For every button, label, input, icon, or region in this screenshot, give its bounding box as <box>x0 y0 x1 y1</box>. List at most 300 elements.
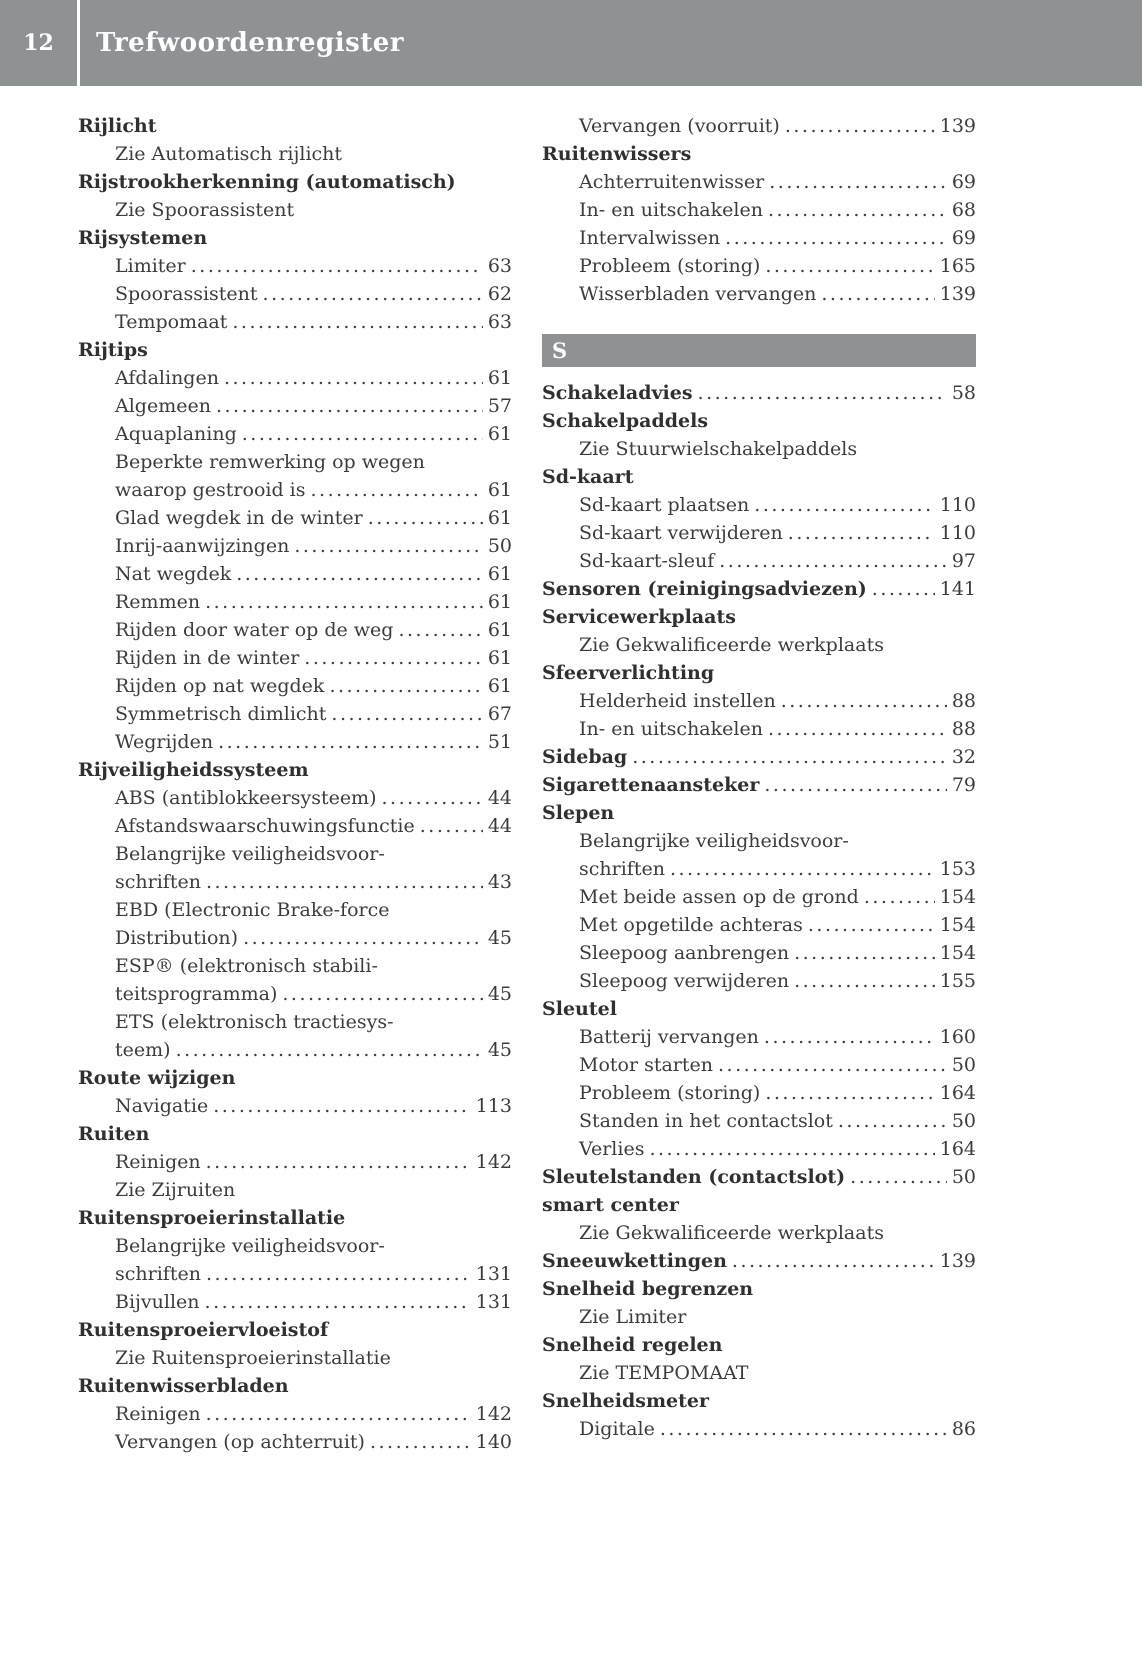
index-entry <box>78 644 512 672</box>
index-entry <box>78 1260 512 1288</box>
dot-leader <box>864 883 935 911</box>
entry-label: Glad wegdek in de winter <box>115 507 363 529</box>
index-entry <box>542 687 976 715</box>
entry-page-number: 139 <box>939 283 976 305</box>
entry-page-number: 67 <box>487 703 512 725</box>
index-heading <box>542 1163 976 1191</box>
dot-leader <box>206 868 483 896</box>
dot-leader <box>765 1079 934 1107</box>
index-entry <box>78 952 512 980</box>
entry-label: Ruitensproeiervloeistof <box>78 1319 329 1341</box>
entry-label: Bijvullen <box>115 1291 200 1313</box>
index-entry <box>78 420 512 448</box>
entry-label: teitsprogramma) <box>115 983 278 1005</box>
entry-page-number: 88 <box>951 718 976 740</box>
dot-leader <box>243 924 483 952</box>
entry-label: Snelheidsmeter <box>542 1390 710 1412</box>
entry-label: In- en uitschakelen <box>579 718 763 740</box>
index-heading <box>542 1247 976 1275</box>
dot-leader <box>205 588 483 616</box>
entry-label: Reinigen <box>115 1151 201 1173</box>
dot-leader <box>224 364 483 392</box>
entry-label: Zie Zijruiten <box>115 1179 236 1201</box>
index-entry <box>542 196 976 224</box>
entry-label: schriften <box>115 871 201 893</box>
index-entry <box>542 168 976 196</box>
index-entry <box>78 588 512 616</box>
entry-page-number: 44 <box>487 815 512 837</box>
index-heading <box>78 224 512 252</box>
entry-label: Wisserbladen vervangen <box>579 283 817 305</box>
entry-page-number: 69 <box>951 227 976 249</box>
dot-leader <box>768 196 947 224</box>
entry-label: Distribution) <box>115 927 239 949</box>
entry-label: Met opgetilde achteras <box>579 914 803 936</box>
dot-leader <box>788 519 935 547</box>
dot-leader <box>821 280 934 308</box>
index-heading <box>542 463 976 491</box>
dot-leader <box>781 687 947 715</box>
entry-label: Sleepoog aanbrengen <box>579 942 790 964</box>
entry-label: Sleutelstanden (contactslot) <box>542 1166 846 1188</box>
entry-page-number: 160 <box>939 1026 976 1048</box>
index-column-left <box>78 112 512 1456</box>
index-entry <box>542 1079 976 1107</box>
entry-page-number: 32 <box>951 746 976 768</box>
dot-leader <box>794 967 935 995</box>
entry-label: Rijveiligheidssysteem <box>78 759 309 781</box>
index-entry <box>78 924 512 952</box>
index-entry <box>78 308 512 336</box>
index-column-right <box>542 112 976 1456</box>
entry-label: Ruiten <box>78 1123 150 1145</box>
index-entry <box>78 1176 512 1204</box>
entry-label: Sleepoog verwijderen <box>579 970 790 992</box>
index-heading <box>542 1275 976 1303</box>
dot-leader <box>718 1051 947 1079</box>
dot-leader <box>764 771 946 799</box>
index-heading <box>542 603 976 631</box>
entry-label: Met beide assen op de grond <box>579 886 859 908</box>
index-entry <box>542 715 976 743</box>
entry-page-number: 154 <box>939 886 976 908</box>
entry-label: Ruitensproeierinstallatie <box>78 1207 346 1229</box>
entry-label: teem) <box>115 1039 171 1061</box>
entry-label: EBD (Electronic Brake-force <box>115 899 390 921</box>
index-heading <box>542 1387 976 1415</box>
index-entry <box>78 476 512 504</box>
entry-label: Verlies <box>579 1138 645 1160</box>
entry-label: smart center <box>542 1194 679 1216</box>
dot-leader <box>698 379 947 407</box>
entry-label: Probleem (storing) <box>579 255 761 277</box>
index-heading <box>78 168 512 196</box>
section-letter: S <box>552 338 568 363</box>
entry-label: Afstandswaarschuwingsfunctie <box>115 815 415 837</box>
index-entry <box>78 504 512 532</box>
dot-leader <box>205 1288 471 1316</box>
index-entry <box>78 980 512 1008</box>
entry-label: Sensoren (reinigingsadviezen) <box>542 578 867 600</box>
entry-label: Sd-kaart verwijderen <box>579 522 783 544</box>
dot-leader <box>398 616 482 644</box>
entry-page-number: 61 <box>487 647 512 669</box>
dot-leader <box>218 728 483 756</box>
index-entry <box>542 631 976 659</box>
dot-leader <box>206 1400 471 1428</box>
entry-label: Ruitenwisserbladen <box>78 1375 289 1397</box>
index-heading <box>78 1120 512 1148</box>
entry-page-number: 141 <box>939 578 976 600</box>
index-heading <box>542 1331 976 1359</box>
index-entry <box>78 1232 512 1260</box>
index-heading <box>542 1191 976 1219</box>
entry-page-number: 61 <box>487 675 512 697</box>
index-heading <box>542 771 976 799</box>
entry-label: Zie TEMPOMAAT <box>579 1362 749 1384</box>
dot-leader <box>331 700 482 728</box>
dot-leader <box>632 743 947 771</box>
header-divider <box>77 0 80 86</box>
dot-leader <box>191 252 483 280</box>
dot-leader <box>764 1023 935 1051</box>
dot-leader <box>304 644 483 672</box>
dot-leader <box>769 168 947 196</box>
entry-page-number: 97 <box>951 550 976 572</box>
entry-label: Sneeuwkettingen <box>542 1250 727 1272</box>
entry-page-number: 51 <box>487 731 512 753</box>
index-entry <box>542 1415 976 1443</box>
index-heading <box>78 336 512 364</box>
page-header <box>0 0 1142 86</box>
index-entry <box>542 491 976 519</box>
index-entry <box>542 112 976 140</box>
dot-leader <box>176 1036 483 1064</box>
index-entry <box>542 827 976 855</box>
dot-leader <box>236 560 483 588</box>
entry-label: Ruitenwissers <box>542 143 692 165</box>
entry-page-number: 61 <box>487 367 512 389</box>
entry-label: Probleem (storing) <box>579 1082 761 1104</box>
entry-label: Rijsystemen <box>78 227 208 249</box>
dot-leader <box>872 575 935 603</box>
entry-label: Nat wegdek <box>115 563 232 585</box>
entry-page-number: 45 <box>487 1039 512 1061</box>
index-heading <box>78 1316 512 1344</box>
entry-label: Spoorassistent <box>115 283 258 305</box>
index-entry <box>78 532 512 560</box>
entry-label: waarop gestrooid is <box>115 479 306 501</box>
entry-label: Zie Gekwalificeerde werkplaats <box>579 1222 884 1244</box>
entry-label: Route wijzigen <box>78 1067 236 1089</box>
index-heading <box>542 659 976 687</box>
entry-label: Rijden in de winter <box>115 647 300 669</box>
entry-page-number: 86 <box>951 1418 976 1440</box>
dot-leader <box>719 547 947 575</box>
index-entry <box>78 392 512 420</box>
entry-label: Zie Spoorassistent <box>115 199 295 221</box>
index-entry <box>78 896 512 924</box>
entry-label: Servicewerkplaats <box>542 606 736 628</box>
entry-label: Sd-kaart-sleuf <box>579 550 715 572</box>
dot-leader <box>420 812 483 840</box>
entry-label: Zie Limiter <box>579 1306 687 1328</box>
entry-label: Schakelpaddels <box>542 410 709 432</box>
entry-page-number: 45 <box>487 927 512 949</box>
index-entry <box>78 840 512 868</box>
entry-label: Sd-kaart plaatsen <box>579 494 750 516</box>
entry-page-number: 131 <box>475 1263 512 1285</box>
entry-label: Vervangen (voorruit) <box>579 115 780 137</box>
index-entry <box>542 252 976 280</box>
entry-page-number: 165 <box>939 255 976 277</box>
index-entry <box>542 1359 976 1387</box>
entry-label: Zie Ruitensproeierinstallatie <box>115 1347 391 1369</box>
entry-page-number: 139 <box>939 1250 976 1272</box>
dot-leader <box>660 1415 947 1443</box>
entry-label: Achterruitenwisser <box>579 171 765 193</box>
entry-label: Tempomaat <box>115 311 228 333</box>
entry-page-number: 50 <box>951 1110 976 1132</box>
page-number: 12 <box>23 30 54 56</box>
index-heading <box>78 756 512 784</box>
entry-page-number: 68 <box>951 199 976 221</box>
dot-leader <box>725 224 947 252</box>
dot-leader <box>765 252 934 280</box>
index-heading <box>542 379 976 407</box>
dot-leader <box>768 715 947 743</box>
entry-label: Inrij-aanwijzingen <box>115 535 290 557</box>
index-heading <box>78 1064 512 1092</box>
index-entry <box>78 560 512 588</box>
entry-label: Sigarettenaansteker <box>542 774 760 796</box>
entry-page-number: 142 <box>475 1151 512 1173</box>
entry-label: Digitale <box>579 1418 655 1440</box>
index-entry <box>542 1303 976 1331</box>
entry-page-number: 113 <box>475 1095 512 1117</box>
entry-label: Navigatie <box>115 1095 209 1117</box>
dot-leader <box>311 476 483 504</box>
index-entry <box>78 280 512 308</box>
entry-page-number: 110 <box>939 522 976 544</box>
dot-leader <box>808 911 935 939</box>
entry-page-number: 61 <box>487 423 512 445</box>
index-heading <box>78 1204 512 1232</box>
index-entry <box>542 1023 976 1051</box>
entry-label: Vervangen (op achterruit) <box>115 1431 365 1453</box>
dot-leader <box>670 855 935 883</box>
entry-label: Sfeerverlichting <box>542 662 715 684</box>
entry-page-number: 62 <box>487 283 512 305</box>
entry-label: schriften <box>579 858 665 880</box>
entry-page-number: 110 <box>939 494 976 516</box>
entry-page-number: 69 <box>951 171 976 193</box>
index-entry <box>78 672 512 700</box>
index-entry <box>78 1092 512 1120</box>
index-entry <box>78 196 512 224</box>
index-content <box>0 112 1142 1456</box>
index-entry <box>78 1428 512 1456</box>
entry-page-number: 131 <box>475 1291 512 1313</box>
entry-label: Algemeen <box>115 395 211 417</box>
entry-page-number: 44 <box>487 787 512 809</box>
entry-label: ABS (antiblokkeersysteem) <box>115 787 377 809</box>
entry-label: Snelheid regelen <box>542 1334 723 1356</box>
entry-page-number: 50 <box>487 535 512 557</box>
entry-page-number: 58 <box>951 382 976 404</box>
index-entry <box>542 883 976 911</box>
dot-leader <box>242 420 483 448</box>
entry-label: ETS (elektronisch tractiesys- <box>115 1011 394 1033</box>
index-entry <box>78 700 512 728</box>
dot-leader <box>785 112 935 140</box>
index-entry <box>542 911 976 939</box>
entry-label: Remmen <box>115 591 201 613</box>
index-entry <box>542 435 976 463</box>
page-title: Trefwoordenregister <box>96 28 404 58</box>
index-entry <box>78 448 512 476</box>
entry-page-number: 142 <box>475 1403 512 1425</box>
index-entry <box>78 1036 512 1064</box>
index-entry <box>78 728 512 756</box>
entry-page-number: 164 <box>939 1138 976 1160</box>
entry-page-number: 88 <box>951 690 976 712</box>
entry-label: Limiter <box>115 255 186 277</box>
index-heading <box>542 140 976 168</box>
dot-leader <box>294 532 483 560</box>
entry-label: Helderheid instellen <box>579 690 776 712</box>
index-entry <box>78 1148 512 1176</box>
index-entry <box>78 1344 512 1372</box>
entry-page-number: 140 <box>475 1431 512 1453</box>
entry-label: Motor starten <box>579 1054 714 1076</box>
dot-leader <box>850 1163 947 1191</box>
entry-label: Zie Stuurwielschakelpaddels <box>579 438 858 460</box>
dot-leader <box>263 280 483 308</box>
index-entry <box>542 547 976 575</box>
index-entry <box>542 280 976 308</box>
entry-label: Reinigen <box>115 1403 201 1425</box>
entry-label: Rijtips <box>78 339 148 361</box>
entry-page-number: 57 <box>487 395 512 417</box>
entry-page-number: 61 <box>487 591 512 613</box>
index-heading <box>542 407 976 435</box>
entry-page-number: 139 <box>939 115 976 137</box>
entry-label: Batterij vervangen <box>579 1026 759 1048</box>
index-entry <box>542 967 976 995</box>
entry-page-number: 61 <box>487 619 512 641</box>
entry-label: Snelheid begrenzen <box>542 1278 754 1300</box>
entry-label: Zie Gekwalificeerde werkplaats <box>579 634 884 656</box>
index-entry <box>78 1008 512 1036</box>
entry-page-number: 164 <box>939 1082 976 1104</box>
entry-label: Belangrijke veiligheidsvoor- <box>579 830 849 852</box>
index-entry <box>542 939 976 967</box>
index-heading <box>542 995 976 1023</box>
entry-label: Belangrijke veiligheidsvoor- <box>115 843 385 865</box>
dot-leader <box>232 308 482 336</box>
entry-page-number: 79 <box>951 774 976 796</box>
dot-leader <box>213 1092 471 1120</box>
index-entry <box>78 140 512 168</box>
entry-label: Schakeladvies <box>542 382 693 404</box>
index-entry <box>78 616 512 644</box>
index-entry <box>78 252 512 280</box>
index-heading <box>542 575 976 603</box>
entry-page-number: 61 <box>487 507 512 529</box>
dot-leader <box>754 491 934 519</box>
entry-label: Rijstrookherkenning (automatisch) <box>78 171 456 193</box>
dot-leader <box>382 784 483 812</box>
index-entry <box>78 364 512 392</box>
section-letter-bar <box>542 334 976 367</box>
entry-label: Wegrijden <box>115 731 214 753</box>
dot-leader <box>282 980 482 1008</box>
dot-leader <box>329 672 482 700</box>
entry-page-number: 43 <box>487 871 512 893</box>
index-entry <box>542 224 976 252</box>
entry-page-number: 45 <box>487 983 512 1005</box>
dot-leader <box>732 1247 935 1275</box>
dot-leader <box>649 1135 934 1163</box>
dot-leader <box>368 504 483 532</box>
entry-page-number: 61 <box>487 479 512 501</box>
entry-label: Standen in het contactslot <box>579 1110 833 1132</box>
entry-page-number: 63 <box>487 311 512 333</box>
dot-leader <box>370 1428 471 1456</box>
entry-label: Belangrijke veiligheidsvoor- <box>115 1235 385 1257</box>
index-heading <box>542 799 976 827</box>
entry-label: Afdalingen <box>115 367 219 389</box>
index-entry <box>542 1219 976 1247</box>
entry-label: In- en uitschakelen <box>579 199 763 221</box>
index-entry <box>542 1135 976 1163</box>
entry-label: Sd-kaart <box>542 466 634 488</box>
entry-page-number: 63 <box>487 255 512 277</box>
entry-label: Aquaplaning <box>115 423 237 445</box>
index-entry <box>78 1288 512 1316</box>
entry-page-number: 153 <box>939 858 976 880</box>
entry-label: ESP® (elektronisch stabili- <box>115 955 378 977</box>
dot-leader <box>216 392 483 420</box>
dot-leader <box>838 1107 947 1135</box>
dot-leader <box>794 939 935 967</box>
entry-page-number: 61 <box>487 563 512 585</box>
entry-page-number: 154 <box>939 914 976 936</box>
entry-label: Intervalwissen <box>579 227 721 249</box>
index-entry <box>78 868 512 896</box>
entry-label: Zie Automatisch rijlicht <box>115 143 343 165</box>
dot-leader <box>206 1148 471 1176</box>
index-entry <box>542 519 976 547</box>
index-heading <box>78 112 512 140</box>
entry-label: Sidebag <box>542 746 628 768</box>
index-entry <box>78 784 512 812</box>
index-entry <box>542 1051 976 1079</box>
entry-page-number: 155 <box>939 970 976 992</box>
entry-page-number: 154 <box>939 942 976 964</box>
index-entry <box>78 1400 512 1428</box>
index-heading <box>542 743 976 771</box>
entry-label: Beperkte remwerking op wegen <box>115 451 425 473</box>
entry-page-number: 50 <box>951 1054 976 1076</box>
index-entry <box>542 1107 976 1135</box>
entry-label: Rijden op nat wegdek <box>115 675 325 697</box>
index-heading <box>78 1372 512 1400</box>
index-entry <box>542 855 976 883</box>
index-entry <box>78 812 512 840</box>
entry-label: Slepen <box>542 802 615 824</box>
